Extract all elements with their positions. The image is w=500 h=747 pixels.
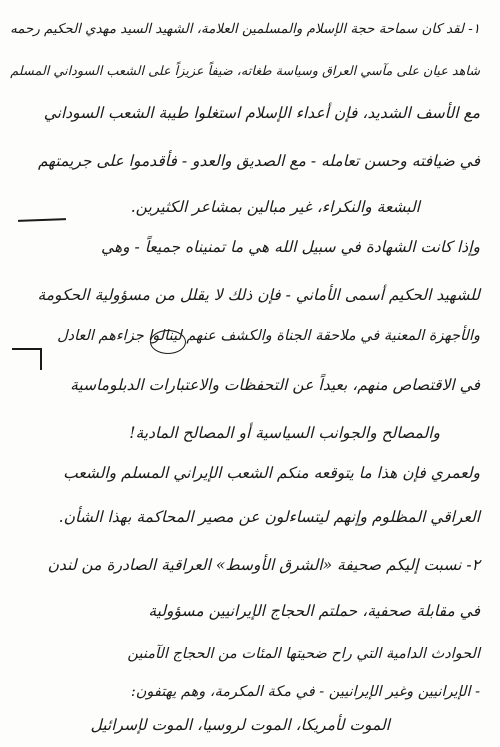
text-line-16: - الإيرانيين وغير الإيرانيين - في مكة المكرمة، وهم يهتفون: xyxy=(130,684,480,700)
text-line-17: الموت لأمريكا، الموت لروسيا، الموت لإسرائيل xyxy=(90,716,390,734)
text-line-3: مع الأسف الشديد، فإن أعداء الإسلام استغلوا طيبة الشعب السوداني xyxy=(43,104,480,122)
text-line-8: والأجهزة المعنية في ملاحقة الجناة والكشف عنهم لينالوا جزاءهم العادل xyxy=(57,328,480,344)
text-line-2: شاهد عيان على مآسي العراق وسياسة طغاته، ضيفاً عزيزاً على الشعب السوداني المسلم xyxy=(10,64,480,79)
text-line-12: العراقي المظلوم وإنهم ليتساءلون عن مصير المحاكمة بهذا الشأن. xyxy=(58,508,480,526)
text-line-7: للشهيد الحكيم أسمى الأماني - فإن ذلك لا يقلل من مسؤولية الحكومة xyxy=(37,286,480,304)
text-line-1: ١- لقد كان سماحة حجة الإسلام والمسلمين العلامة، الشهيد السيد مهدي الحكيم رحمه xyxy=(10,22,480,37)
text-line-4: في ضيافته وحسن تعامله - مع الصديق والعدو - فأقدموا على جريمتهم xyxy=(37,152,480,170)
circled-word-mark xyxy=(150,330,186,354)
text-line-6: وإذا كانت الشهادة في سبيل الله هي ما تمنيناه جميعاً - وهي xyxy=(101,238,480,256)
text-line-11: ولعمري فإن هذا ما يتوقعه منكم الشعب الإيراني المسلم والشعب xyxy=(63,464,480,482)
text-line-15: الحوادث الدامية التي راح ضحيتها المئات من الحجاج الآمنين xyxy=(127,646,480,662)
text-line-5: البشعة والنكراء، غير مبالين بمشاعر الكثيرين. xyxy=(130,198,420,216)
bracket-mark xyxy=(12,348,42,370)
text-line-14: في مقابلة صحفية، حملتم الحجاج الإيرانيين مسؤولية xyxy=(148,602,480,620)
text-line-10: والمصالح والجوانب السياسية أو المصالح المادية! xyxy=(129,424,440,442)
underline-mark xyxy=(18,218,66,222)
text-line-13: ٢- نسبت إليكم صحيفة «الشرق الأوسط» العراقية الصادرة من لندن xyxy=(47,556,480,574)
text-line-9: في الاقتصاص منهم، بعيداً عن التحفظات والاعتبارات الدبلوماسية xyxy=(70,376,480,394)
